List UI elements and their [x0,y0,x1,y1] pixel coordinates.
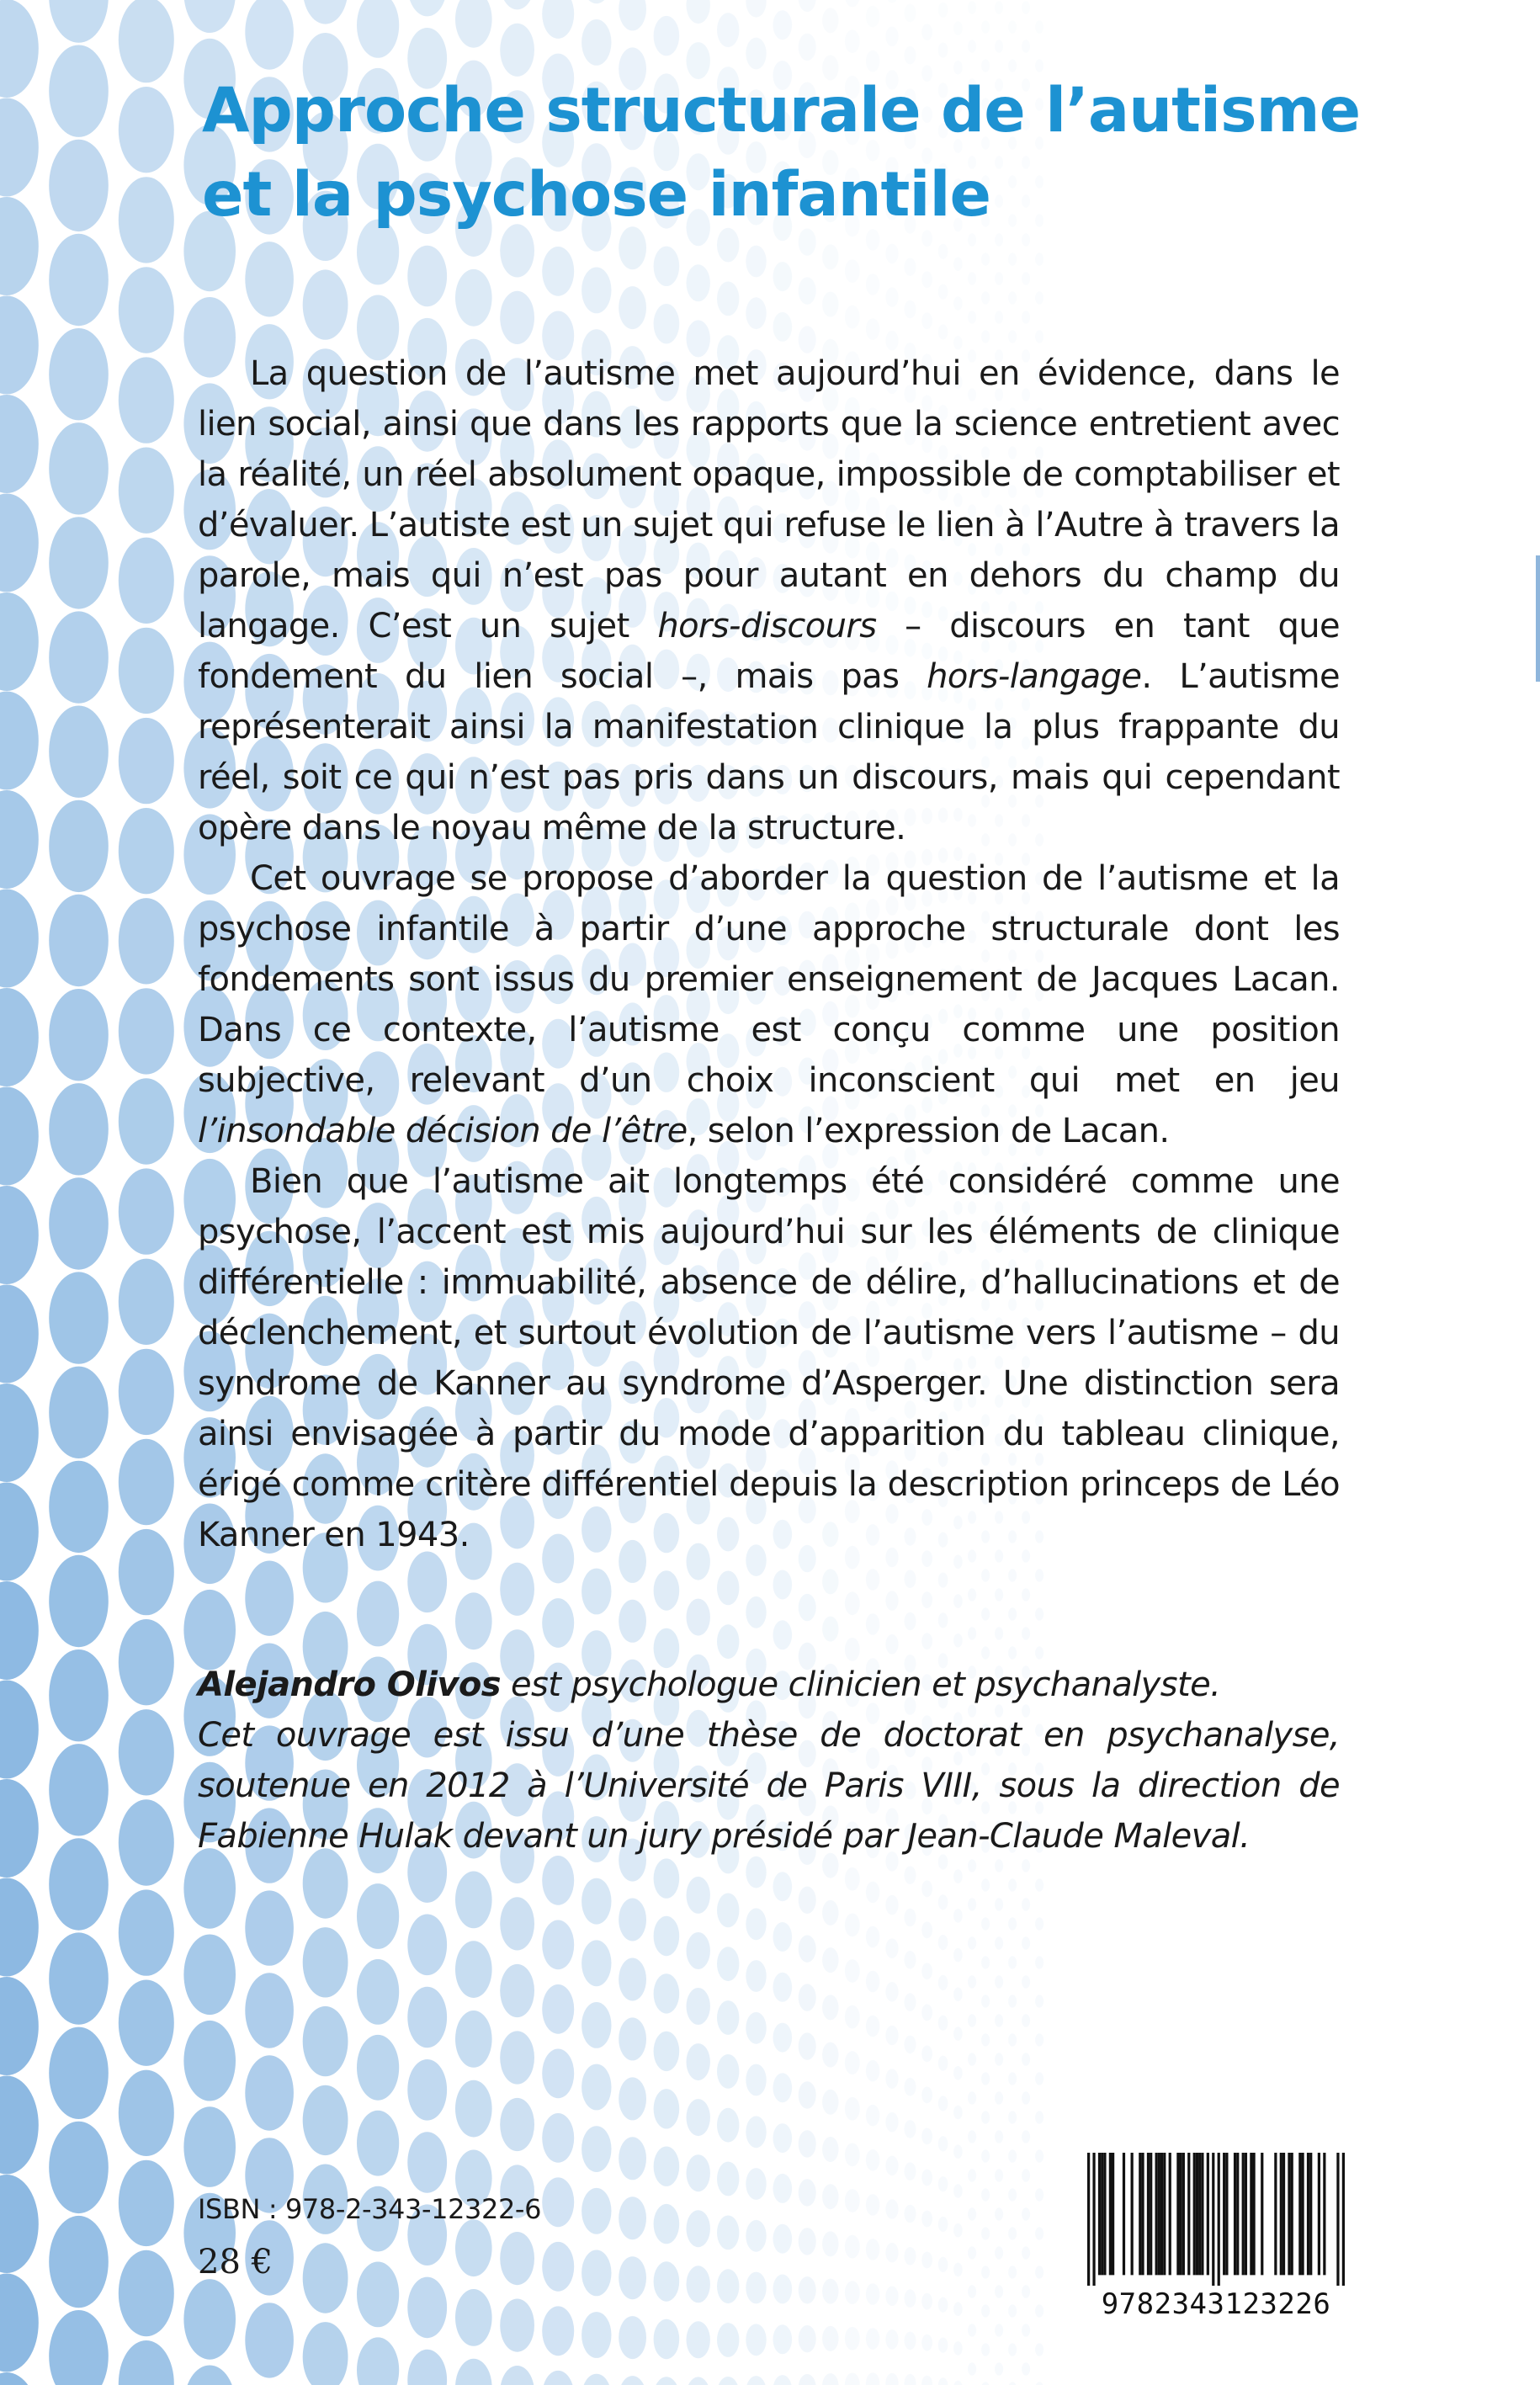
barcode-bar [1158,2153,1160,2275]
barcode-bar [1336,2153,1339,2286]
emphasis-quote: l’insondable décision de l’être [198,1112,688,1150]
summary [198,348,1340,1560]
barcode-bar [1193,2153,1196,2275]
author-line [198,1660,1340,1710]
barcode-bar [1155,2153,1158,2275]
barcode-digits: 9782343123226 [1101,2287,1331,2321]
barcode-bar [1212,2153,1214,2286]
barcode-bar [1309,2153,1312,2275]
barcode-bar [1101,2153,1103,2275]
barcode-bar [1169,2153,1171,2275]
barcode-bar [1223,2153,1225,2275]
barcode-bar [1342,2153,1345,2286]
barcode-bar [1150,2153,1152,2275]
barcode-bar [1261,2153,1263,2275]
barcode-bar [1236,2153,1239,2275]
barcode-bar [1274,2153,1277,2275]
barcode-bar [1176,2153,1179,2275]
summary-paragraph-1: La question de l’autisme met aujourd’hui en évidence, dans le lien social, ainsi que dans les rapports que la science entretient avec la réalité, un réel absolument opaque, impossible de comptabiliser et d’évaluer. L’autiste est un sujet qui refuse le lien à l’Autre à travers la parole, mais qui n’est pas pour autant en dehors du champ du langage. C’est un sujet hors-discours – discours en tant que fondement du lien social –, mais pas hors-langage. L’autisme représenterait ainsi la manifestation clinique la plus frappante du réel, soit ce qui n’est pas pris dans un discours, mais qui cependant opère dans le noyau même de la structure. [198,354,1341,847]
barcode-bar [1250,2153,1252,2275]
book-title [202,69,1464,237]
barcode-bars [1087,2153,1345,2286]
barcode-bar [1218,2153,1220,2286]
barcode-bar [1160,2153,1163,2275]
barcode-bar [1282,2153,1285,2275]
barcode-bar [1307,2153,1309,2275]
barcode-bar [1112,2153,1114,2275]
barcode-bar [1098,2153,1101,2275]
barcode-bar [1234,2153,1236,2275]
barcode-bar [1123,2153,1125,2275]
summary-paragraph-3: Bien que l’autisme ait longtemps été considéré comme une psychose, l’accent est mis aujourd’hui sur les éléments de clinique différentielle : immuabilité, absence de délire, d’hallucinations et de déclenchement, et surtout évolution de l’autisme vers l’autisme – du syndrome de Kanner au syndrome d’Asperger. Une distinction sera ainsi envisagée à partir du mode d’apparition du tableau clinique, érigé comme critère différentiel depuis la description princeps de Léo Kanner en 1943. [198,1162,1340,1554]
price: 28 € [198,2243,273,2281]
barcode-bar [1301,2153,1304,2275]
title-line-1: Approche structurale de l’autisme [202,75,1361,146]
barcode-bar [1139,2153,1141,2275]
barcode-bar [1323,2153,1325,2275]
isbn: ISBN : 978-2-343-12322-6 [198,2193,542,2225]
barcode-bar [1318,2153,1320,2275]
barcode-bar [1298,2153,1301,2275]
barcode-bar [1252,2153,1255,2275]
barcode-bar [1280,2153,1282,2275]
barcode-bar [1225,2153,1228,2275]
barcode-bar [1196,2153,1198,2275]
summary-paragraph-2: Cet ouvrage se propose d’aborder la question de l’autisme et la psychose infantile à partir d’une approche structurale dont les fondements sont issus du premier enseignement de Jacques Lacan. Dans ce contexte, l’autisme est conçu comme une position subjective, relevant d’un choix inconscient qui met en jeu l’insondable décision de l’être, selon l’expression de Lacan. [198,859,1340,1150]
barcode-bar [1242,2153,1245,2275]
barcode-bar [1092,2153,1095,2286]
emphasis-hors-langage: hors-langage [927,657,1142,696]
barcode-bar [1182,2153,1185,2275]
barcode-bar [1245,2153,1247,2275]
barcode-bar [1109,2153,1112,2275]
author-thesis-note: Cet ouvrage est issu d’une thèse de doctorat en psychanalyse, soutenue en 2012 à l’Université de Paris VIII, sous la direction de Fabienne Hulak devant un jury présidé par Jean-Claude Maleval. [198,1716,1340,1856]
emphasis-hors-discours: hors-discours [657,607,877,645]
barcode-bar [1201,2153,1203,2275]
barcode-bar [1187,2153,1190,2275]
author-bio [198,1660,1340,1862]
author-name: Alejandro Olivos [198,1665,501,1704]
barcode-bar [1288,2153,1290,2275]
barcode-bar [1163,2153,1166,2275]
author-role: est psychologue clinicien et psychanalyste. [500,1665,1221,1704]
title-line-2: et la psychose infantile [202,159,991,231]
barcode-bar [1147,2153,1150,2275]
barcode-bar [1180,2153,1182,2275]
barcode-bar [1207,2153,1209,2275]
barcode-bar [1141,2153,1144,2275]
barcode-bar [1131,2153,1134,2275]
barcode-bar [1087,2153,1090,2286]
barcode [1077,2146,1355,2331]
barcode-bar [1103,2153,1106,2275]
barcode-bar [1198,2153,1201,2275]
barcode-bar [1291,2153,1293,2275]
